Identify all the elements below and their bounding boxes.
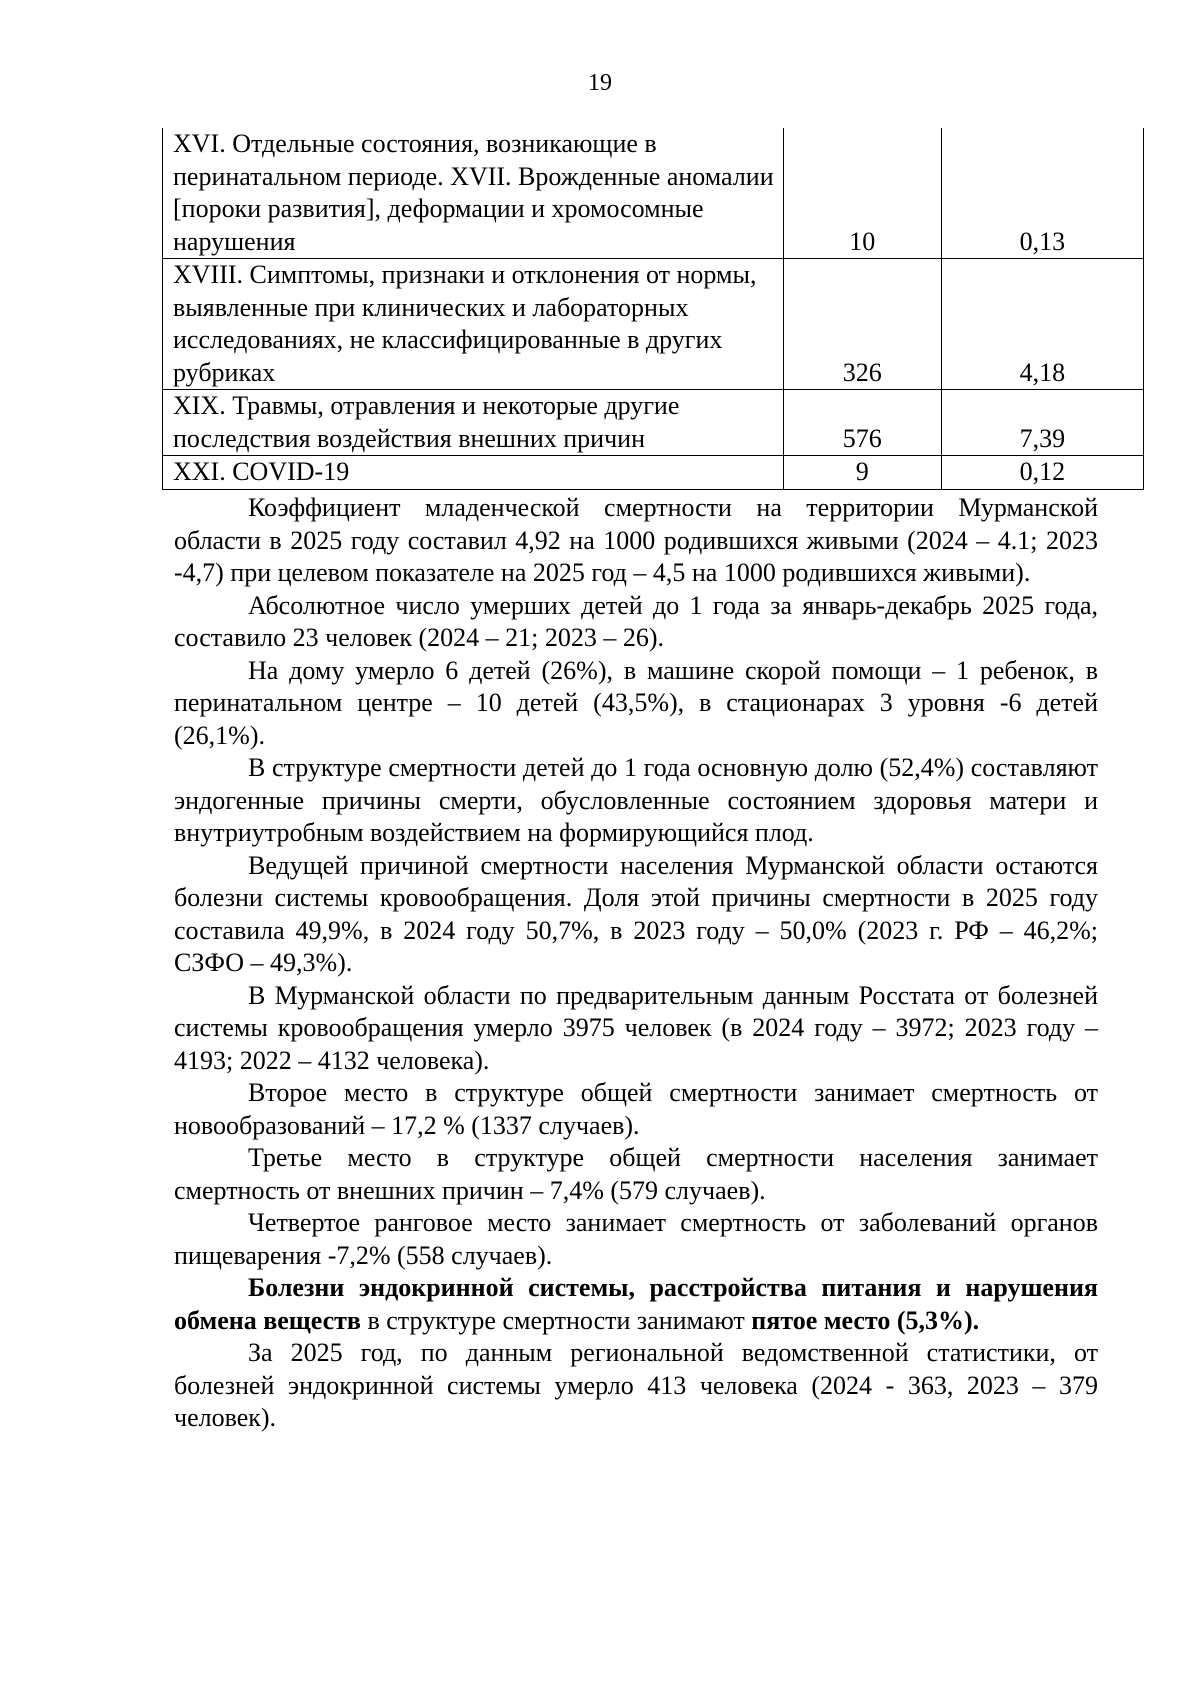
mortality-causes-table <box>162 128 1144 490</box>
death-count-cell: 9 <box>783 456 941 490</box>
death-rate-cell: 0,12 <box>941 456 1143 490</box>
cause-name-cell: XIX. Травмы, отравления и некоторые другие последствия воздействия внешних причин <box>163 390 784 456</box>
table-row <box>163 259 1144 390</box>
endocrine-diseases-rank-paragraph <box>174 1272 1098 1337</box>
endocrine-diseases-rank-bold: пятое место (5,3%). <box>751 1305 980 1335</box>
circulatory-deaths-count-paragraph: В Мурманской области по предварительным данным Росстата от болезней системы кровообращения умерло 3975 человек (в 2024 году – 3972; 2023 году – 4193; 2022 – 4132 человека). <box>174 980 1098 1075</box>
table-row <box>163 128 1144 259</box>
endocrine-deaths-count-paragraph: За 2025 год, по данным региональной ведомственной статистики, от болезней эндокринной системы умерло 413 человека (2024 - 363, 2023 – 379 человек). <box>174 1338 1098 1432</box>
cause-name-cell: XXI. COVID-19 <box>163 456 784 490</box>
table-row <box>163 390 1144 456</box>
mortality-table-container <box>162 128 1144 490</box>
external-causes-paragraph: Третье место в структуре общей смертности населения занимает смертность от внешних причин – 7,4% (579 случаев). <box>174 1143 1098 1205</box>
death-count-cell: 576 <box>783 390 941 456</box>
endocrine-diseases-text: в структуре смертности занимают <box>360 1305 752 1335</box>
endocrine-diseases-bold-heading: Болезни эндокринной системы, расстройства питания и нарушения обмена веществ <box>174 1273 1098 1335</box>
cause-name-cell: XVI. Отдельные состояния, возникающие в перинатальном периоде. XVII. Врожденные аномалии [пороки развития], деформации и хромосомные нарушения <box>163 128 784 259</box>
infant-mortality-rate-paragraph: Коэффициент младенческой смертности на территории Мурманской области в 2025 году составил 4,92 на 1000 родившихся живыми (2024 – 4.1; 2023 -4,7) при целевом показателе на 2025 год – 4,5 на 1000 родившихся живыми). <box>174 493 1098 587</box>
death-rate-cell: 7,39 <box>941 390 1143 456</box>
death-rate-cell: 0,13 <box>941 128 1143 259</box>
table-row <box>163 456 1144 490</box>
infant-death-causes-paragraph: В структуре смертности детей до 1 года основную долю (52,4%) составляют эндогенные причины смерти, обусловленные состоянием здоровья матери и внутриутробным воздействием на формирующийся плод. <box>174 753 1098 847</box>
circulatory-disease-share-paragraph: Ведущей причиной смертности населения Мурманской области остаются болезни системы кровообращения. Доля этой причины смертности в 2025 году составила 49,9%, в 2024 году 50,7%, в 2023 году – 50,0% (2023 г. РФ – 46,2%; СЗФО – 49,3%). <box>174 850 1098 977</box>
document-body-text <box>174 492 1098 1435</box>
page-number: 19 <box>588 70 612 96</box>
death-count-cell: 10 <box>783 128 941 259</box>
cause-name-cell: XVIII. Симптомы, признаки и отклонения от нормы, выявленные при клинических и лабораторных исследованиях, не классифицированные в других рубриках <box>163 259 784 390</box>
infant-death-place-paragraph: На дому умерло 6 детей (26%), в машине скорой помощи – 1 ребенок, в перинатальном центре – 10 детей (43,5%), в стационарах 3 уровня -6 детей (26,1%). <box>174 655 1098 750</box>
death-rate-cell: 4,18 <box>941 259 1143 390</box>
infant-deaths-count-paragraph: Абсолютное число умерших детей до 1 года за январь-декабрь 2025 года, составило 23 человек (2024 – 21; 2023 – 26). <box>174 590 1098 652</box>
digestive-diseases-paragraph: Четвертое ранговое место занимает смертность от заболеваний органов пищеварения -7,2% (558 случаев). <box>174 1208 1098 1270</box>
death-count-cell: 326 <box>783 259 941 390</box>
neoplasm-deaths-paragraph: Второе место в структуре общей смертности занимает смертность от новообразований – 17,2 % (1337 случаев). <box>174 1078 1098 1140</box>
